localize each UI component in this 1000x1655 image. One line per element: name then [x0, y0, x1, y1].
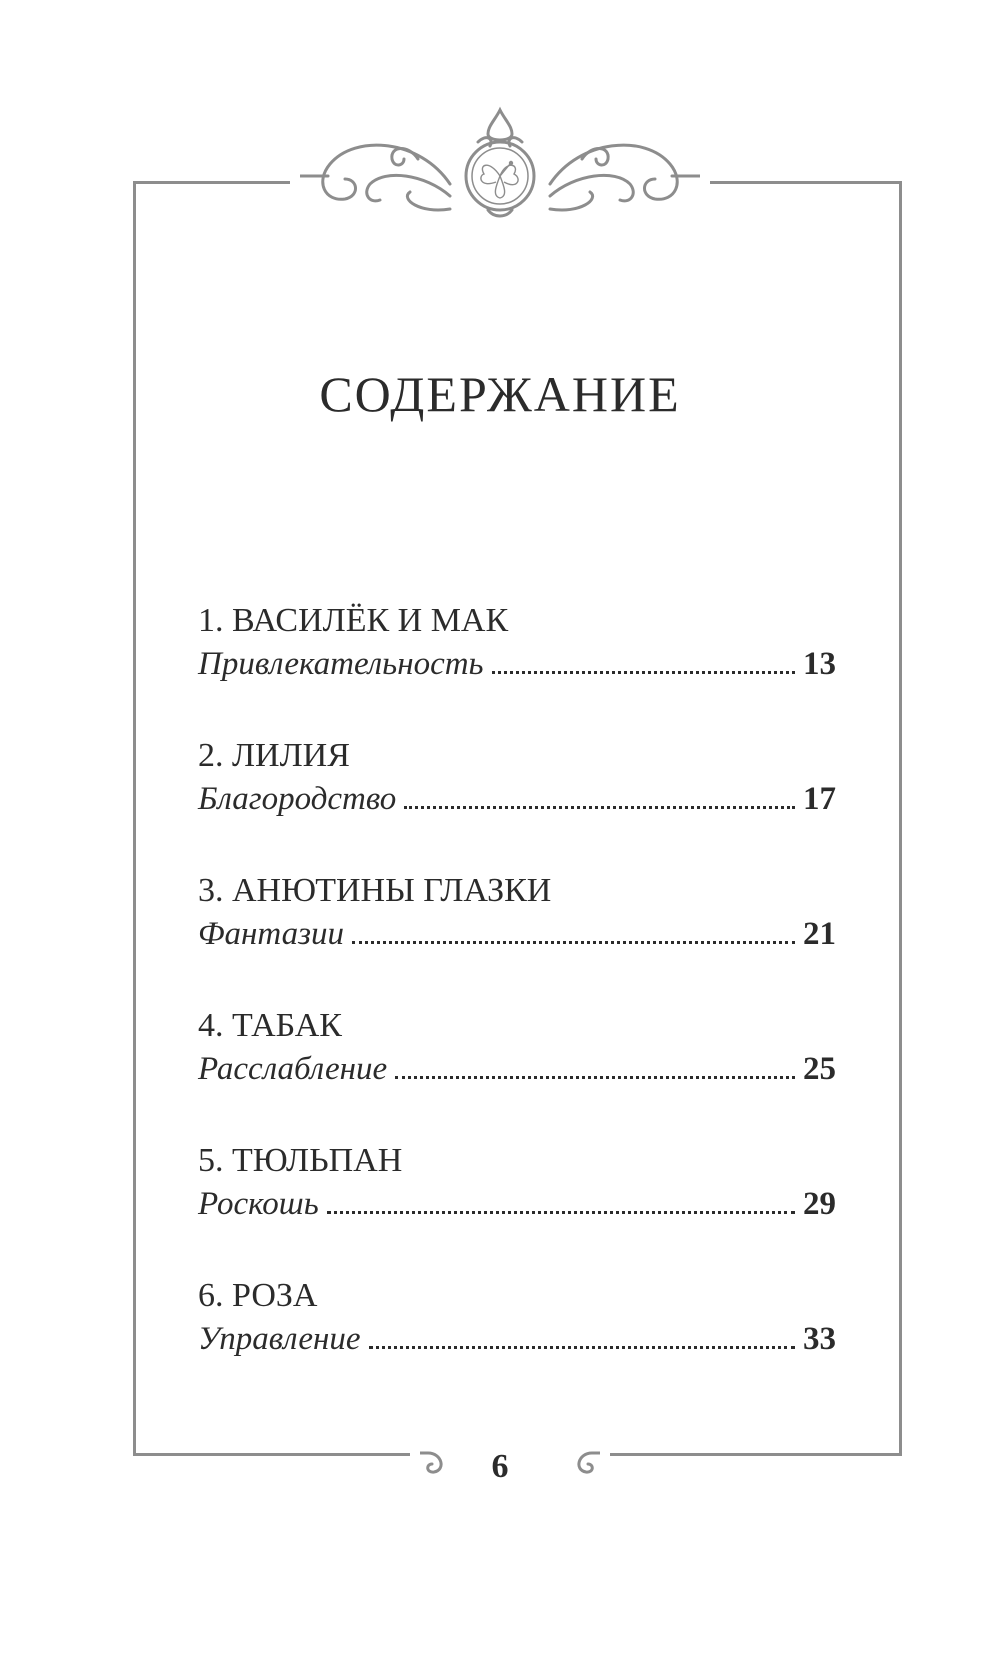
hibiscus-flower-icon: [481, 162, 518, 199]
toc-subtitle: Привлекательность: [198, 646, 484, 682]
toc-heading: 6. РОЗА: [198, 1277, 318, 1314]
toc-page-number: 25: [803, 1051, 836, 1087]
toc-heading: 5. ТЮЛЬПАН: [198, 1142, 403, 1179]
toc-leader-dots: [492, 671, 795, 674]
toc-page-number: 33: [803, 1321, 836, 1357]
toc-entry[interactable]: [198, 600, 836, 735]
toc-line: [198, 777, 836, 821]
toc-leader-dots: [369, 1346, 796, 1349]
toc-subtitle: Благородство: [198, 781, 397, 817]
scroll-ornament-icon: [300, 104, 700, 232]
toc-heading: 1. ВАСИЛЁК И МАК: [198, 602, 509, 639]
toc-line: [198, 912, 836, 956]
toc-leader-dots: [352, 941, 795, 944]
toc-heading: 2. ЛИЛИЯ: [198, 737, 350, 774]
toc-entry[interactable]: [198, 870, 836, 1005]
toc-page-number: 21: [803, 916, 836, 952]
toc-page-number: 13: [803, 646, 836, 682]
toc-leader-dots: [404, 806, 795, 809]
toc-page-number: 29: [803, 1186, 836, 1222]
toc-page-number: 17: [803, 781, 836, 817]
toc-heading: 4. ТАБАК: [198, 1007, 342, 1044]
page-number: 6: [491, 1448, 509, 1485]
toc-line: [198, 1182, 836, 1226]
toc-subtitle: Роскошь: [198, 1186, 319, 1222]
toc-entry[interactable]: [198, 735, 836, 870]
toc-leader-dots: [395, 1076, 795, 1079]
table-of-contents: [198, 600, 836, 1410]
toc-subtitle: Управление: [198, 1321, 361, 1357]
toc-entry[interactable]: [198, 1140, 836, 1275]
toc-line: [198, 642, 836, 686]
toc-subtitle: Фантазии: [198, 916, 345, 952]
toc-line: [198, 1047, 836, 1091]
toc-line: [198, 1317, 836, 1361]
toc-entry[interactable]: [198, 1275, 836, 1410]
toc-entry[interactable]: [198, 1005, 836, 1140]
toc-heading: 3. АНЮТИНЫ ГЛАЗКИ: [198, 872, 552, 909]
toc-leader-dots: [327, 1211, 795, 1214]
toc-subtitle: Расслабление: [198, 1051, 388, 1087]
page-title: СОДЕРЖАНИЕ: [319, 366, 681, 422]
